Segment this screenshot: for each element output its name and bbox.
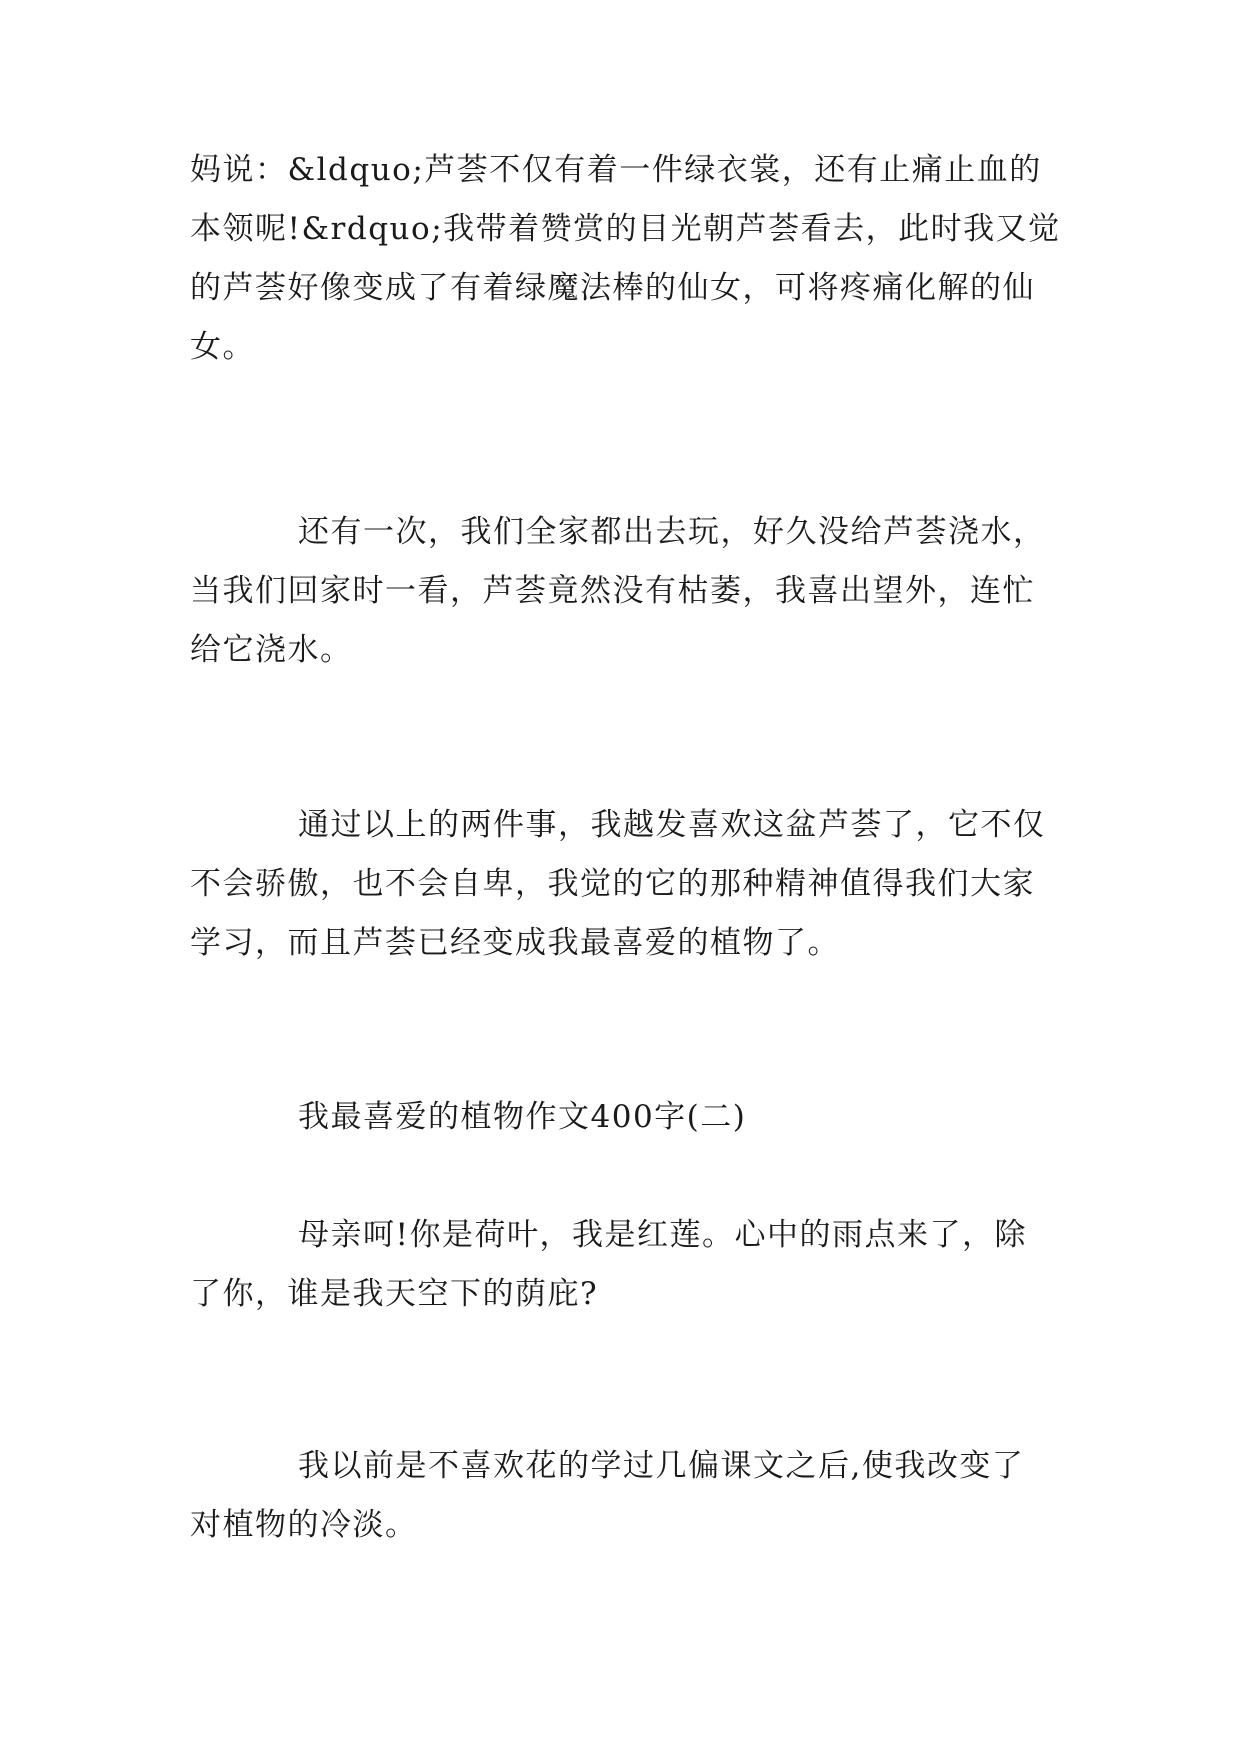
paragraph-6-line-2: 对植物的冷淡。 [190,1507,418,1543]
paragraph-1-line-2: 本领呢!&rdquo;我带着赞赏的目光朝芦荟看去，此时我又觉 [190,211,1061,247]
paragraph-5-line-2: 了你，谁是我天空下的荫庇? [190,1276,599,1312]
paragraph-3-line-1: 通过以上的两件事，我越发喜欢这盆芦荟了，它不仅 [298,807,1046,843]
paragraph-1-line-1: 妈说：&ldquo;芦荟不仅有着一件绿衣裳，还有止痛止血的 [190,152,1042,188]
paragraph-2-line-1: 还有一次，我们全家都出去玩，好久没给芦荟浇水， [298,514,1046,550]
paragraph-2-line-2: 当我们回家时一看，芦荟竟然没有枯萎，我喜出望外，连忙 [190,573,1035,609]
paragraph-6-line-1: 我以前是不喜欢花的学过几偏课文之后,使我改变了 [298,1448,1025,1484]
paragraph-1-line-4: 女。 [190,329,255,365]
paragraph-5-line-1: 母亲呵!你是荷叶，我是红莲。心中的雨点来了，除 [298,1217,1027,1253]
section-title: 我最喜爱的植物作文400字(二) [298,1099,747,1135]
paragraph-1-line-3: 的芦荟好像变成了有着绿魔法棒的仙女，可将疼痛化解的仙 [190,270,1035,306]
paragraph-3-line-3: 学习，而且芦荟已经变成我最喜爱的植物了。 [190,925,840,961]
paragraph-3-line-2: 不会骄傲，也不会自卑，我觉的它的那种精神值得我们大家 [190,866,1035,902]
paragraph-2-line-3: 给它浇水。 [190,632,353,668]
